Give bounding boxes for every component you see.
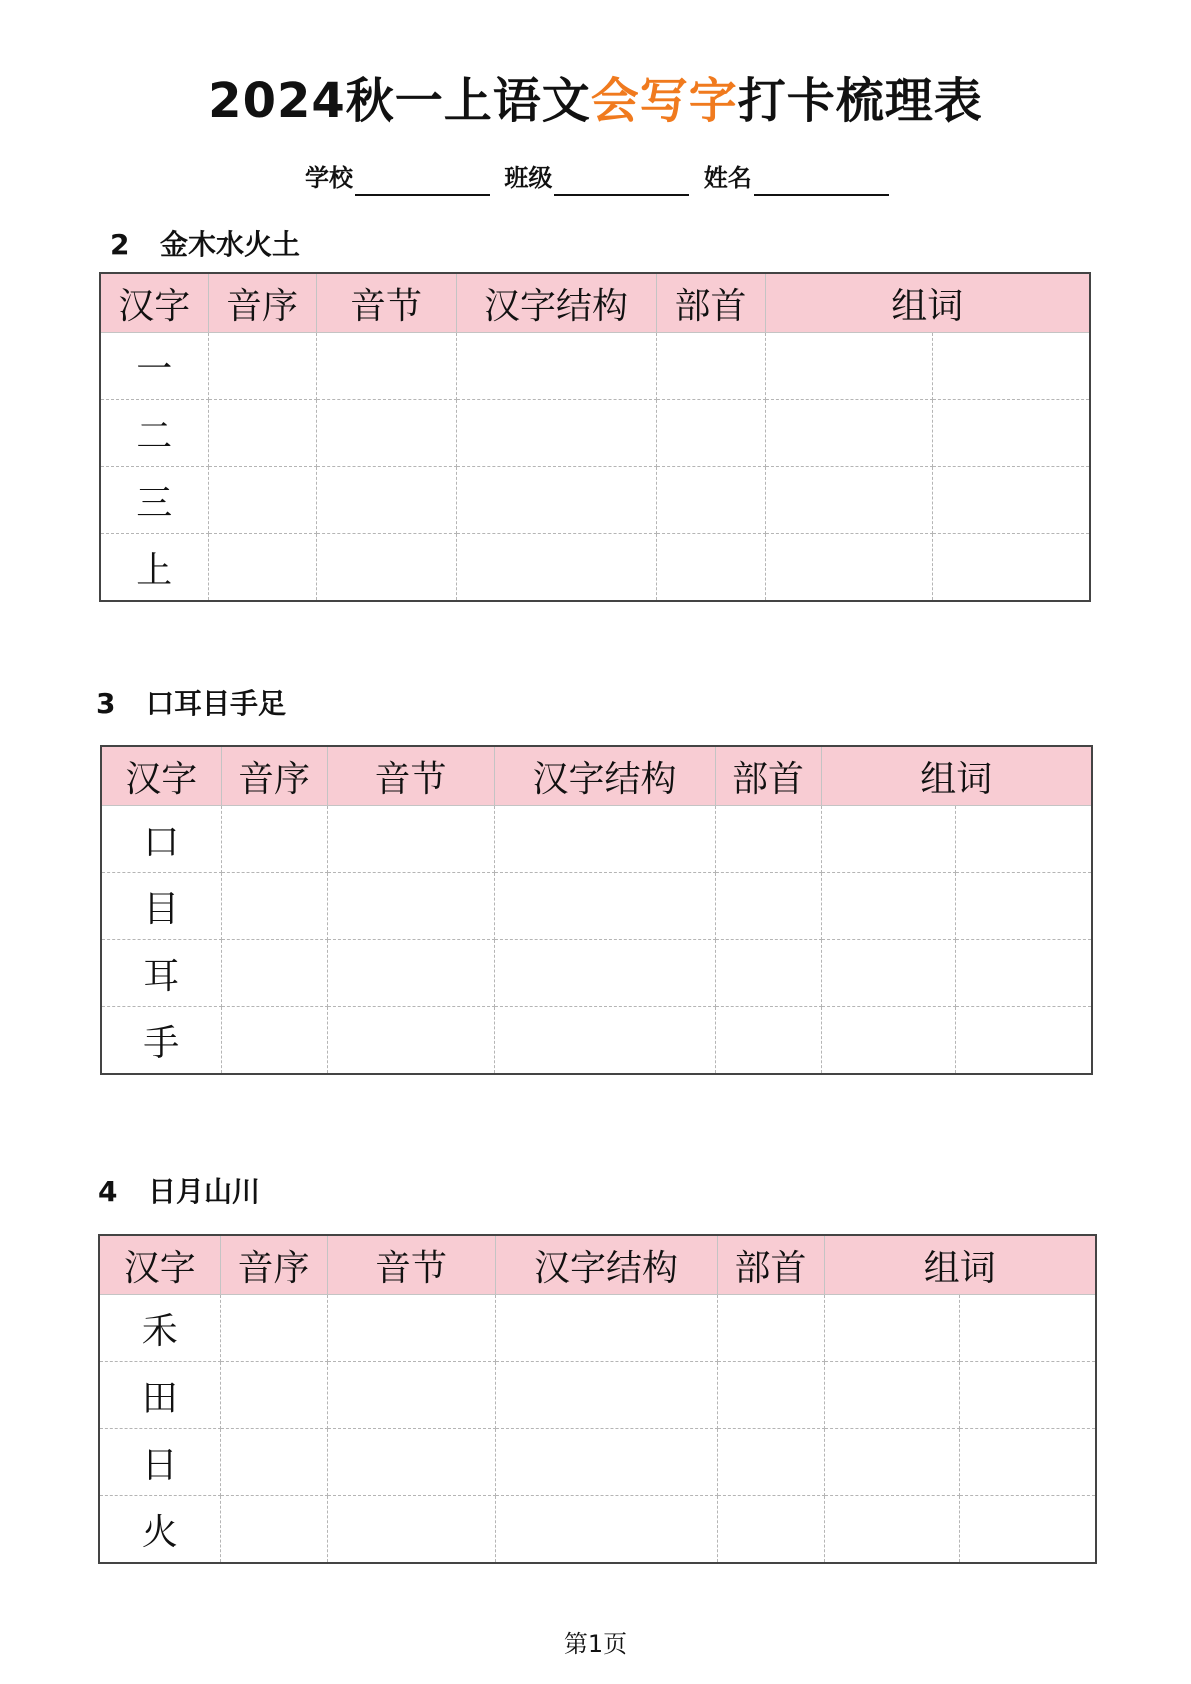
table-row [100,400,1090,467]
bushou-cell[interactable] [715,806,821,873]
yinjie-cell[interactable] [316,467,456,534]
jiegou-cell[interactable] [456,400,656,467]
zuci-cell-2[interactable] [932,400,1090,467]
zuci-cell-1[interactable] [821,806,955,873]
yinjie-cell[interactable] [316,400,456,467]
zuci-cell-1[interactable] [765,534,932,602]
header-hanzi: 汉字 [100,273,208,333]
header-yinjie: 音节 [327,746,494,806]
jiegou-cell[interactable] [456,467,656,534]
char-cell: 口 [101,806,221,873]
jiegou-cell[interactable] [494,806,715,873]
header-yinjie: 音节 [316,273,456,333]
yinjie-cell[interactable] [327,806,494,873]
table-header-row [99,1235,1096,1295]
char-cell: 二 [100,400,208,467]
jiegou-cell[interactable] [495,1496,717,1564]
yinjie-cell[interactable] [316,534,456,602]
yinxu-cell[interactable] [208,534,316,602]
zuci-cell-1[interactable] [824,1496,959,1564]
char-cell: 手 [101,1007,221,1075]
lesson-name: 口耳目手足 [146,687,287,720]
lesson-number: 3 [96,687,116,720]
table-row [100,534,1090,602]
bushou-cell[interactable] [717,1362,824,1429]
header-jiegou: 汉字结构 [495,1235,717,1295]
name-label: 姓名 [703,164,752,192]
lesson-number: 4 [98,1175,118,1208]
zuci-cell-2[interactable] [959,1429,1096,1496]
yinjie-cell[interactable] [327,1007,494,1075]
lesson-number: 2 [110,228,130,261]
header-yinjie: 音节 [327,1235,495,1295]
bushou-cell[interactable] [656,467,765,534]
jiegou-cell[interactable] [494,940,715,1007]
school-label: 学校 [305,164,353,192]
bushou-cell[interactable] [717,1429,824,1496]
jiegou-cell[interactable] [495,1295,717,1362]
char-cell: 耳 [101,940,221,1007]
table-header-row [101,746,1092,806]
lesson-name: 金木水火土 [160,228,301,261]
table-row [99,1496,1096,1564]
bushou-cell[interactable] [715,1007,821,1075]
yinxu-cell[interactable] [221,1007,327,1075]
yinxu-cell[interactable] [220,1429,327,1496]
lesson-table [100,745,1093,1075]
table-row [99,1295,1096,1362]
char-cell: 目 [101,873,221,940]
zuci-cell-1[interactable] [765,400,932,467]
zuci-cell-1[interactable] [824,1295,959,1362]
table-row [101,873,1092,940]
char-cell: 一 [100,333,208,400]
bushou-cell[interactable] [656,400,765,467]
yinjie-cell[interactable] [327,1362,495,1429]
char-cell: 禾 [99,1295,220,1362]
yinxu-cell[interactable] [208,467,316,534]
zuci-cell-2[interactable] [955,1007,1092,1075]
header-zuci: 组词 [765,273,1090,333]
header-bushou: 部首 [717,1235,824,1295]
table-row [100,467,1090,534]
yinjie-cell[interactable] [327,940,494,1007]
char-cell: 火 [99,1496,220,1564]
yinjie-cell[interactable] [327,1496,495,1564]
zuci-cell-1[interactable] [824,1429,959,1496]
zuci-cell-1[interactable] [824,1362,959,1429]
zuci-cell-1[interactable] [765,467,932,534]
zuci-cell-1[interactable] [821,873,955,940]
char-cell: 日 [99,1429,220,1496]
bushou-cell[interactable] [715,940,821,1007]
bushou-cell[interactable] [656,534,765,602]
header-yinxu: 音序 [208,273,316,333]
yinxu-cell[interactable] [221,873,327,940]
zuci-cell-2[interactable] [932,534,1090,602]
yinjie-cell[interactable] [327,1295,495,1362]
title-part1: 2024秋一上语文 [208,73,591,129]
yinxu-cell[interactable] [221,806,327,873]
lesson-heading [96,684,286,724]
char-cell: 三 [100,467,208,534]
header-jiegou: 汉字结构 [494,746,715,806]
jiegou-cell[interactable] [456,534,656,602]
char-cell: 田 [99,1362,220,1429]
header-jiegou: 汉字结构 [456,273,656,333]
header-bushou: 部首 [656,273,765,333]
title-highlight: 会写字 [590,73,738,129]
table-row [101,940,1092,1007]
zuci-cell-2[interactable] [959,1295,1096,1362]
jiegou-cell[interactable] [495,1362,717,1429]
bushou-cell[interactable] [717,1496,824,1564]
header-zuci: 组词 [821,746,1092,806]
zuci-cell-2[interactable] [959,1362,1096,1429]
yinjie-cell[interactable] [327,873,494,940]
table-row [99,1362,1096,1429]
yinxu-cell[interactable] [221,940,327,1007]
header-hanzi: 汉字 [99,1235,220,1295]
zuci-cell-1[interactable] [821,1007,955,1075]
table-row [99,1429,1096,1496]
zuci-cell-1[interactable] [821,940,955,1007]
zuci-cell-2[interactable] [959,1496,1096,1564]
title-part2: 打卡梳理表 [737,73,983,129]
lesson-name: 日月山川 [148,1175,261,1208]
yinxu-cell[interactable] [220,1362,327,1429]
yinjie-cell[interactable] [327,1429,495,1496]
page-number: 第1页 [563,1630,628,1658]
lesson-table [98,1234,1097,1564]
class-label: 班级 [504,164,553,192]
zuci-cell-2[interactable] [932,467,1090,534]
yinxu-cell[interactable] [220,1295,327,1362]
zuci-cell-2[interactable] [955,873,1092,940]
char-cell: 上 [100,534,208,602]
table-row [101,806,1092,873]
header-hanzi: 汉字 [101,746,221,806]
header-yinxu: 音序 [221,746,327,806]
lesson-heading [98,1172,260,1212]
jiegou-cell[interactable] [495,1429,717,1496]
table-row [101,1007,1092,1075]
jiegou-cell[interactable] [494,1007,715,1075]
jiegou-cell[interactable] [494,873,715,940]
yinxu-cell[interactable] [220,1496,327,1564]
zuci-cell-2[interactable] [955,940,1092,1007]
bushou-cell[interactable] [715,873,821,940]
header-bushou: 部首 [715,746,821,806]
zuci-cell-2[interactable] [955,806,1092,873]
header-yinxu: 音序 [220,1235,327,1295]
bushou-cell[interactable] [717,1295,824,1362]
yinxu-cell[interactable] [208,400,316,467]
header-zuci: 组词 [824,1235,1096,1295]
